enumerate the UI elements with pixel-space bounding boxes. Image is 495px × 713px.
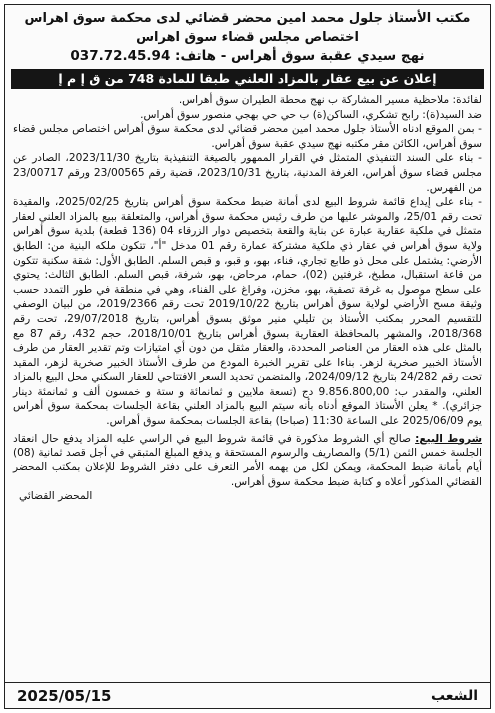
office-title: مكتب الأستاذ جلول محمد امين محضر قضائي لدى محكمة سوق اهراس: [24, 11, 471, 26]
address-line: [13, 47, 482, 66]
debtor-paragraph: ضد السيد(ة): رابح تشكري، الساكن(ة) ب حي حي بهجي منصور سوق أهراس.: [140, 108, 482, 121]
publication-date: 2025/05/15: [17, 686, 112, 705]
enforcement-paragraph: - بناء على السند التنفيذي المتمثل في القرار الممهور بالصيغة التنفيذية بتاريخ 2023/11/30، الصادر عن مجلس قضاء سوق أهراس، الغرفة المدنية، بتاريخ 2023/10/31، قضية رقم 23/00565 ورقم 23/00717 من الفهرس.: [13, 152, 482, 194]
phone-number: 037.72.45.94: [70, 48, 171, 64]
sale-conditions-title: شروط البيع:: [415, 432, 482, 445]
property-description-paragraph: - بناء على إيداع قائمة شروط البيع لدى أمانة ضبط محكمة سوق أهراس بتاريخ 2025/02/25، والمقيدة تحت رقم 25/01، والموشر عليها من طرف رئيس محكمة سوق أهراس، والمتعلقة ببيع بالمزاد العلني لعقار متمثل في ملكية عقارية عبارة عن بناية والقعة بتخصيص دوار الزرقاء 04 (136 قطعة) بلدية سوق أهراس ولاية سوق أهراس في عقار ذي ملكية مشتركة عمارة رقم 01 مدخل "أ"، تتكون ملكه البنية من: الطابق الأرضي: يشتمل على محل ذو طابع تجاري، فناء، بهو، و قبو، و قبص السلم. الطابق الأول: شقة سكنية تتكون من قاعة استقبال، مطبخ، غرفتين (02)، حمام، مرحاض، بهو، شرفة، قبص السلم. الطابق الثالث: يحتوي على سطح موصول به غرفة تصفية، بهو، مخزن، وفراغ على الفناء، وهي في منطقة في طور التمدد حسب وثيقة مسح الأراضي لولاية سوق أهراس بتاريخ 2019/10/22 تحت رقم 2019/2366، من لبيان الوصفي للتقسيم المحرر بمكتب الأستاذ بن تليلي منير موثق بسوق أهراس، بتاريخ 29/07/2018، تحت رقم 2018/368، والمشهر بالمحافظة العقارية بسوق أهراس بتاريخ 2018/10/01، حجم 432، رقم 87 مع بالمثل على هذه العقار من العناصر المحددة، والعقار مثقل من دون أي امتيازات وتم تقدير العقار من طرف الأستاذ الخبير صخرية لزهر. بناءا على تقرير الخبرة المودع من طرف الأستاذ الخبير صخرية لزهر، المقيد تحت رقم 24/282 بتاريخ 2024/09/12، والمتضمن تحديد السعر الافتتاحي للعقار السكني محل البيع بالمزاد العلني، والمقدر ب: 9.856.800,00 دج (تسعة ملايين و ثمانمائة و ستة و خمسون ألف و ثمانمئة دينار جزائري). * يعلن الأستاذ الموقع أدناه بأنه سيتم البيع بالمزاد العلني بقاعة الجلسات بمحكمة سوق أهراس يوم 2025/06/09 على الساعة 11:30 (صباحا) بقاعة الجلسات بمحكمة سوق أهراس.: [13, 196, 483, 428]
bailiff-paragraph: - بمن الموقع ادناه الأستاذ جلول محمد امين محضر قضائي لدى محكمة سوق أهراس اختصاص مجلس قضاء سوق أهراس، الكائن مقر مكتبه نهج سيدي عقبة سوق أهراس.: [13, 123, 482, 150]
newspaper-name: الشعب: [430, 687, 478, 704]
legal-notice-page: [4, 4, 491, 709]
bailiff-signature: المحضر القضائي: [19, 490, 93, 503]
jurisdiction-line: اختصاص مجلس قضاء سوق اهراس: [136, 30, 359, 45]
beneficiary-paragraph: لفائدة: ملاحظية مسير المشاركة ب نهج محطة الطيران سوق أهراس.: [178, 94, 482, 106]
address-text: نهج سيدي عقبة سوق أهراس - هاتف:: [175, 48, 425, 64]
newspaper-footer: [5, 682, 490, 708]
notice-banner: إعلان عن بيع عقار بالمزاد العلني طبقا للمادة 748 من ق إ م إ: [11, 69, 484, 89]
notice-body: [5, 93, 490, 429]
sale-conditions: [5, 432, 490, 490]
notice-header: [5, 5, 490, 66]
sale-conditions-text: صالح أي الشروط مذكورة في قائمة شروط البيع في الراسي عليه المزاد يدفع حال انعقاد الجلسة خمس الثمن (5/1) والمصاريف والرسوم المستحقة و يدفع المبلغ المتبقي في أجل قصد ثمانية (08) أيام بأمانة ضبط المحكمة، ويمكن لكل من يهمه الأمر التعرف على دفتر الشروط للإعلان بمكتب المحضر القضائي المذكور أعلاه و كتابة ضبط محكمة سوق أهراس.: [13, 432, 482, 488]
